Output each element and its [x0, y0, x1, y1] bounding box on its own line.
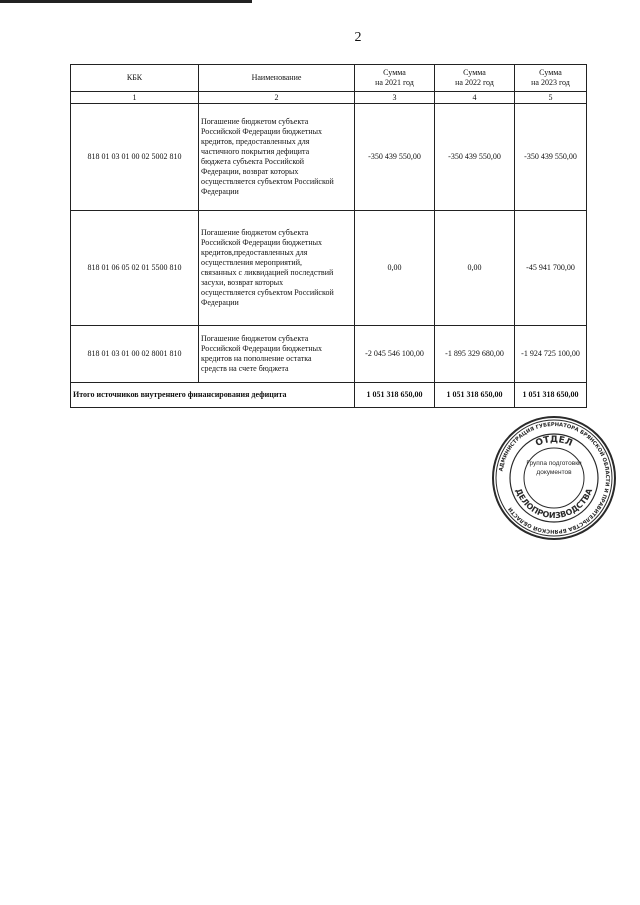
row-name: Погашение бюджетом субъекта Российской Федерации бюджетных кредитов, предоставленных для частичного покрытия дефицита бюджета субъекта Российской Федерации, возврат которых осуществляется субъектом Российской Федерации [199, 104, 355, 211]
kbk-code: 818 01 06 05 02 01 5500 810 [71, 211, 199, 326]
amount-2022: 0,00 [435, 211, 515, 326]
svg-text:ОТДЕЛ [534, 435, 574, 449]
total-2023: 1 051 318 650,00 [515, 383, 587, 408]
kbk-code: 818 01 03 01 00 02 5002 810 [71, 104, 199, 211]
top-rule [0, 0, 252, 3]
header-2022-line2: на 2022 год [455, 78, 494, 87]
header-kbk: КБК [71, 65, 199, 92]
header-2023 [515, 65, 587, 92]
table-row [71, 326, 587, 383]
amount-2023: -45 941 700,00 [515, 211, 587, 326]
row-name: Погашение бюджетом субъекта Российской Федерации бюджетных кредитов,предоставленных для осуществления мероприятий, связанных с ликвидацией последствий засухи, возврат которых осуществляется субъектом Российской Федерации [199, 211, 355, 326]
header-2021 [355, 65, 435, 92]
amount-2023: -350 439 550,00 [515, 104, 587, 211]
office-stamp [490, 414, 618, 542]
header-2021-line2: на 2021 год [375, 78, 414, 87]
header-2023-line2: на 2023 год [531, 78, 570, 87]
column-number-row [71, 92, 587, 104]
table-row [71, 104, 587, 211]
amount-2021: -2 045 546 100,00 [355, 326, 435, 383]
amount-2022: -1 895 329 680,00 [435, 326, 515, 383]
header-2021-line1: Сумма [383, 68, 406, 77]
column-number: 4 [435, 92, 515, 104]
column-number: 1 [71, 92, 199, 104]
total-label: Итого источников внутреннего финансирования дефицита [71, 383, 355, 408]
header-2022 [435, 65, 515, 92]
kbk-code: 818 01 03 01 00 02 8001 810 [71, 326, 199, 383]
amount-2021: -350 439 550,00 [355, 104, 435, 211]
financing-sources-table [70, 64, 587, 408]
amount-2021: 0,00 [355, 211, 435, 326]
total-row [71, 383, 587, 408]
table-header-row [71, 65, 587, 92]
stamp-inner-top-text: ОТДЕЛ [534, 434, 574, 449]
header-2022-line1: Сумма [463, 68, 486, 77]
column-number: 3 [355, 92, 435, 104]
amount-2022: -350 439 550,00 [435, 104, 515, 211]
stamp-center-text: Группа подготовки документов [526, 460, 582, 476]
table-row [71, 211, 587, 326]
header-2023-line1: Сумма [539, 68, 562, 77]
column-number: 5 [515, 92, 587, 104]
stamp-outer-text: АДМИНИСТРАЦИЯ ГУБЕРНАТОРА БРЯНСКОЙ ОБЛАСТИ И ПРАВИТЕЛЬСТВА БРЯНСКОЙ ОБЛАСТИ [498, 421, 611, 535]
amount-2023: -1 924 725 100,00 [515, 326, 587, 383]
row-name: Погашение бюджетом субъекта Российской Федерации бюджетных кредитов на пополнение остатка средств на счете бюджета [199, 326, 355, 383]
page-number: 2 [354, 30, 362, 45]
stamp-inner-bottom-text: ДЕЛОПРОИЗВОДСТВА [513, 487, 595, 521]
total-2022: 1 051 318 650,00 [435, 383, 515, 408]
column-number: 2 [199, 92, 355, 104]
header-name: Наименование [199, 65, 355, 92]
stamp-seal-icon [490, 414, 618, 542]
total-2021: 1 051 318 650,00 [355, 383, 435, 408]
